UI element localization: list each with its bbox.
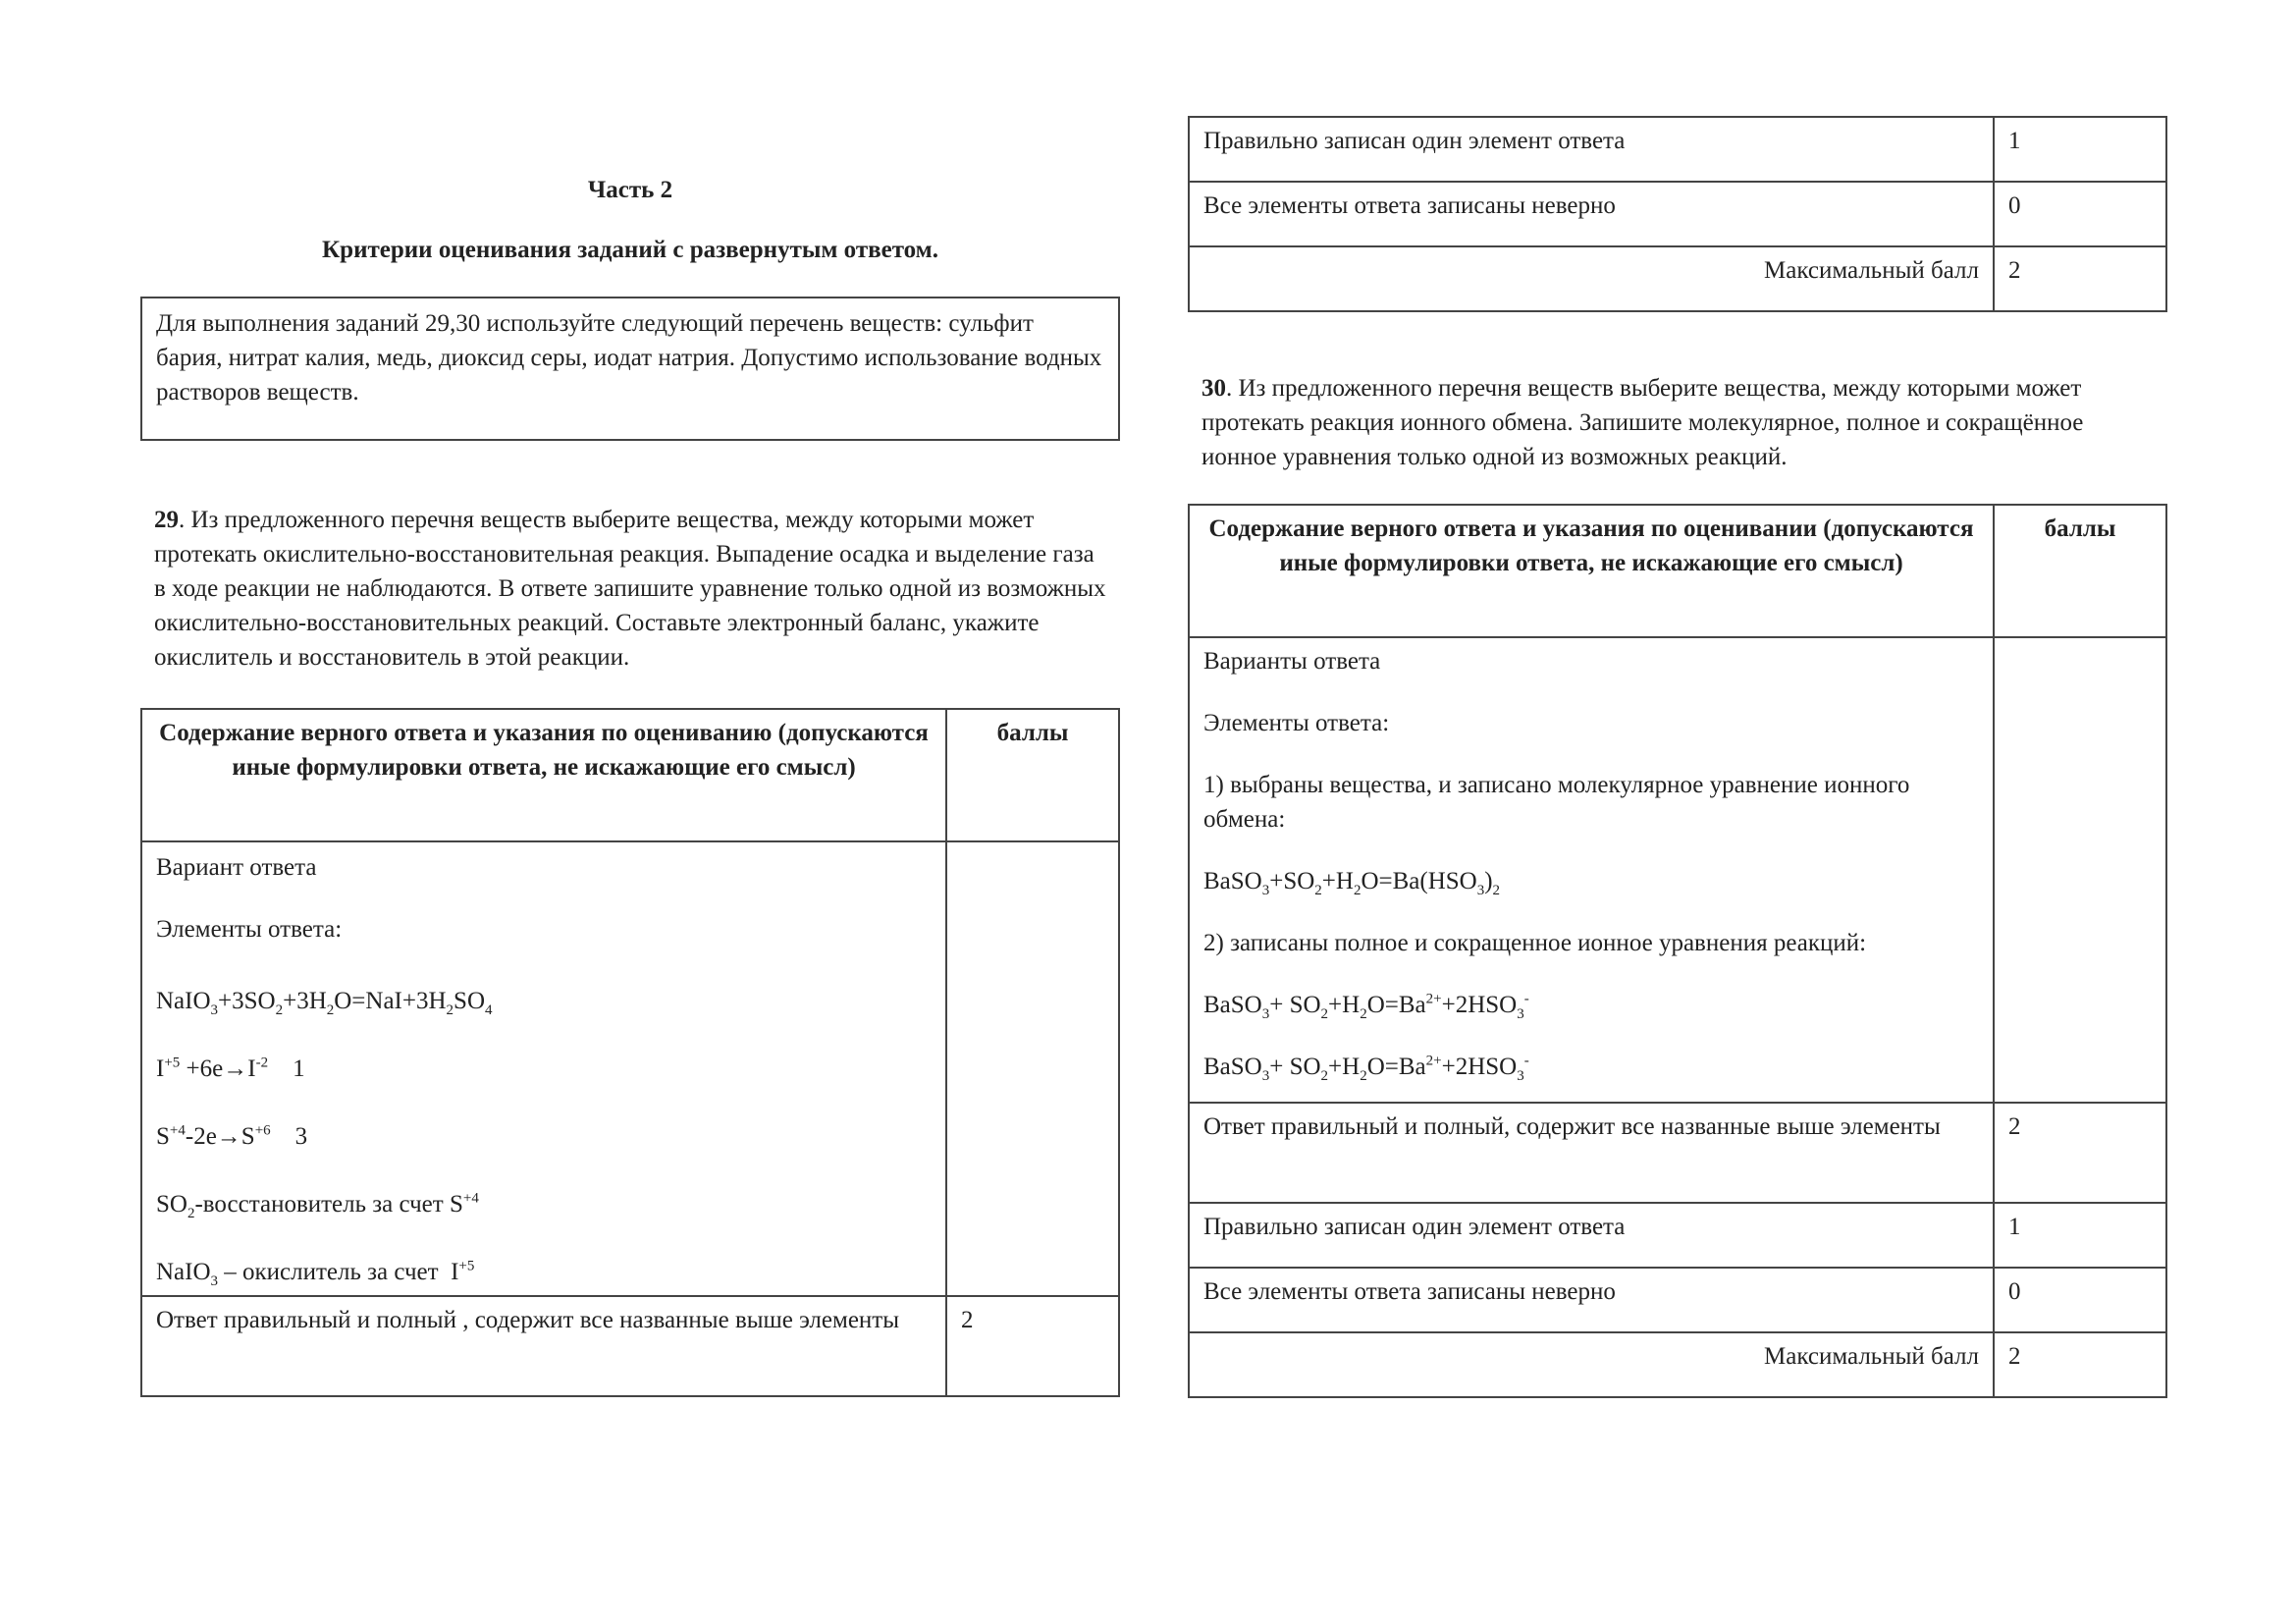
left-column	[140, 173, 1120, 1397]
task-29-table-continued	[1188, 116, 2167, 312]
row-one-text: Правильно записан один элемент ответа	[1189, 1203, 1994, 1268]
table-row	[1189, 1103, 2166, 1203]
molecular-equation: $BaSO_3+SO_2+H_2O=Ba(HSO_3)_2$	[1203, 868, 1501, 898]
task-30-number: 30	[1201, 375, 1226, 402]
answer-points	[946, 841, 1119, 1296]
row-full-text: Ответ правильный и полный, содержит все названные выше элементы	[1189, 1103, 1994, 1203]
oxidizer: NaIO$_3$ – окислитель за счет $I^{+5}$	[156, 1258, 475, 1289]
criteria-title: Критерии оценивания заданий с развернутым ответом.	[322, 237, 938, 263]
answer-points	[1994, 637, 2166, 1103]
table-row	[1189, 246, 2166, 311]
table-row	[1189, 1332, 2166, 1397]
header-content: Содержание верного ответа и указания по оцениванию (допускаются иные формулировки ответа, не искажающие его смысл)	[141, 709, 946, 841]
intro-text: Для выполнения заданий 29,30 используйте следующий перечень веществ: сульфит бария, нитрат калия, медь, диоксид серы, иодат натрия. Допустимо использование водных растворов веществ.	[156, 310, 1102, 406]
row-wrong-points: 0	[1994, 182, 2166, 246]
step-1: 1) выбраны вещества, и записано молекулярное уравнение ионного обмена:	[1203, 772, 1910, 833]
variant-label: Вариант ответа	[156, 854, 317, 881]
table-header-row	[141, 709, 1119, 841]
elements-label: Элементы ответа:	[156, 916, 343, 943]
equation: $NaIO_3+3SO_2+3H_2O=NaI+3H_2SO_4$	[156, 988, 493, 1018]
row-full-points: 2	[1994, 1103, 2166, 1203]
row-full-text: Ответ правильный и полный , содержит все названные выше элементы	[141, 1296, 946, 1396]
row-max-text: Максимальный балл	[1189, 1332, 1994, 1397]
task-29-table	[140, 708, 1120, 1397]
row-one-text: Правильно записан один элемент ответа	[1189, 117, 1994, 182]
answer-cell	[1189, 637, 1994, 1103]
part-title: Часть 2	[587, 177, 673, 203]
task-29-text: . Из предложенного перечня веществ выберите вещества, между которыми может протекать окислительно-восстановительная реакция. Выпадение осадка и выделение газа в ходе реакции не наблюдаются. В ответе запишите уравнение только одной из возможных окислительно-восстановительных реакций. Составьте электронный баланс, укажите окислитель и восстановитель в этой реакции.	[154, 507, 1106, 671]
table-row	[1189, 637, 2166, 1103]
row-one-points: 1	[1994, 117, 2166, 182]
header-points: баллы	[946, 709, 1119, 841]
intro-box	[140, 297, 1120, 441]
task-29	[140, 503, 1120, 675]
row-max-points: 2	[1994, 246, 2166, 311]
task-30-text: . Из предложенного перечня веществ выберите вещества, между которыми может протекать реакция ионного обмена. Запишите молекулярное, полное и сокращённое ионное уравнения только одной из возможных реакций.	[1201, 375, 2084, 470]
row-wrong-text: Все элементы ответа записаны неверно	[1189, 1268, 1994, 1332]
answer-cell	[141, 841, 946, 1296]
step-2: 2) записаны полное и сокращенное ионное уравнения реакций:	[1203, 930, 1867, 956]
task-30-table	[1188, 504, 2167, 1398]
task-29-number: 29	[154, 507, 179, 533]
table-row	[1189, 1268, 2166, 1332]
table-row	[141, 841, 1119, 1296]
elements-label: Элементы ответа:	[1203, 710, 1390, 736]
table-row	[1189, 117, 2166, 182]
table-row	[1189, 182, 2166, 246]
row-max-points: 2	[1994, 1332, 2166, 1397]
row-one-points: 1	[1994, 1203, 2166, 1268]
reducer: $SO_2$-восстановитель за счет $S^{+4}$	[156, 1190, 479, 1221]
task-30	[1188, 371, 2167, 474]
row-full-points: 2	[946, 1296, 1119, 1396]
full-ionic-equation: BaSO$_3$+ $SO_2+H_2O=Ba^{2+}+2HSO_3^-$	[1203, 991, 1529, 1022]
table-row	[141, 1296, 1119, 1396]
row-wrong-text: Все элементы ответа записаны неверно	[1189, 182, 1994, 246]
row-max-text: Максимальный балл	[1189, 246, 1994, 311]
balance-sulfur: $S^{+4}-2e\to S^{+6}$ 3	[156, 1122, 308, 1150]
row-wrong-points: 0	[1994, 1268, 2166, 1332]
right-column	[1188, 116, 2167, 1398]
header-points: баллы	[1994, 505, 2166, 637]
short-ionic-equation: BaSO$_3$+ $SO_2+H_2O=Ba^{2+}+2HSO_3^-$	[1203, 1053, 1529, 1084]
header-content: Содержание верного ответа и указания по оценивании (допускаются иные формулировки ответа, не искажающие его смысл)	[1189, 505, 1994, 637]
balance-iodine: $I^{+5} +6e\to I^{-2}$ 1	[156, 1055, 305, 1082]
variants-label: Варианты ответа	[1203, 648, 1381, 675]
table-header-row	[1189, 505, 2166, 637]
table-row	[1189, 1203, 2166, 1268]
